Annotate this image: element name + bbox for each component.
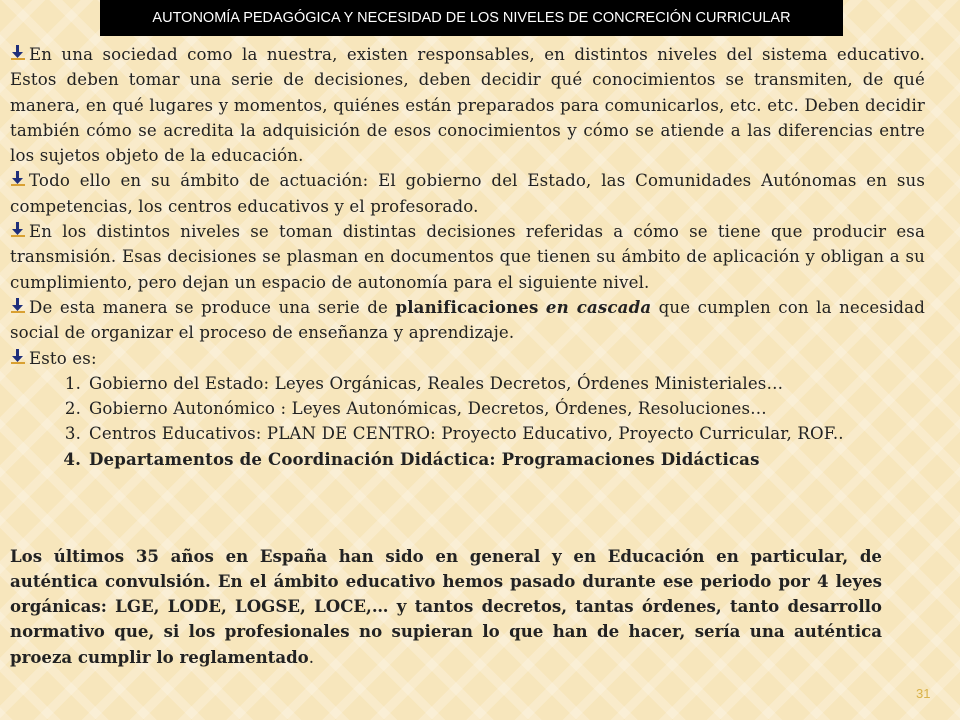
bullet-text: En los distintos niveles se toman distintas decisiones referidas a cómo se tiene que producir esa transmisión. Esas decisiones se plasman en documentos que tienen su ámbito de aplicación y obligan a su cumplimiento, pero dejan un espacio de autonomía para el siguiente nivel. [10,222,925,292]
list-text: Gobierno del Estado: Leyes Orgánicas, Reales Decretos, Órdenes Ministeriales… [89,373,784,393]
levels-list [10,371,925,472]
bullet-paragraph-5 [10,346,925,371]
closing-text: Los últimos 35 años en España han sido en general y en Educación en particular, de auténtica convulsión. En el ámbito educativo hemos pasado durante ese periodo por 4 leyes orgánicas: LGE, LODE, LOGSE, LOCE,… y tantos decretos, tantas órdenes, tanto desarrollo normativo que, si los profesionales no supieran lo que han de hacer, sería una auténtica proeza cumplir lo reglamentado [10,545,882,667]
bullet-text: Todo ello en su ámbito de actuación: El gobierno del Estado, las Comunidades Autónomas en sus competencias, los centros educativos y el profesorado. [10,171,925,216]
bullet-text: En una sociedad como la nuestra, existen responsables, en distintos niveles del sistema educativo. Estos deben tomar una serie de decisiones, deben decidir qué conocimientos se transmiten, de qué manera, en qué lugares y momentos, quiénes están preparados para comunicarlos, etc. etc. Deben decidir también cómo se acredita la adquisición de esos conocimientos y cómo se atiende a las diferencias entre los sujetos objeto de la educación. [10,45,925,166]
bullet-paragraph-4 [10,295,925,346]
list-text: Gobierno Autonómico : Leyes Autonómicas, Decretos, Órdenes, Resoluciones… [89,399,767,419]
page-number: 31 [916,686,931,701]
closing-paragraph [10,544,882,670]
arrow-down-bullet-icon [10,296,26,312]
slide-body [10,42,925,472]
bullet-text: De esta manera se produce una serie de [29,297,396,317]
bullet-text: que cumplen con la necesidad social de organizar el proceso de enseñanza y aprendizaje. [10,297,926,343]
bullet-paragraph-3 [10,219,925,295]
bullet-paragraph-2 [10,168,925,219]
slide-title: AUTONOMÍA PEDAGÓGICA Y NECESIDAD DE LOS NIVELES DE CONCRECIÓN CURRICULAR [100,0,843,36]
list-text: Centros Educativos: PLAN DE CENTRO: Proyecto Educativo, Proyecto Curricular, ROF.. [89,424,844,444]
arrow-down-bullet-icon [10,169,26,185]
arrow-down-bullet-icon [10,220,26,236]
bullet-paragraph-1 [10,42,925,168]
bullet-bold-term: planificaciones [395,296,539,317]
list-item [10,371,925,396]
arrow-down-bullet-icon [10,347,26,363]
bullet-text: Esto es: [29,348,97,368]
list-item [10,421,925,446]
list-text: Departamentos de Coordinación Didáctica: Programaciones Didácticas [89,448,760,469]
bullet-bold-italic-term: en cascada [545,296,652,317]
list-item [10,447,925,472]
closing-end-mark: . [308,647,315,667]
arrow-down-bullet-icon [10,43,26,59]
list-number: 1. [64,373,81,393]
list-item [10,396,925,421]
list-number: 2. [64,399,81,419]
list-number: 3. [64,424,81,444]
list-number: 4. [63,448,81,469]
bullet-text-space [538,298,545,317]
